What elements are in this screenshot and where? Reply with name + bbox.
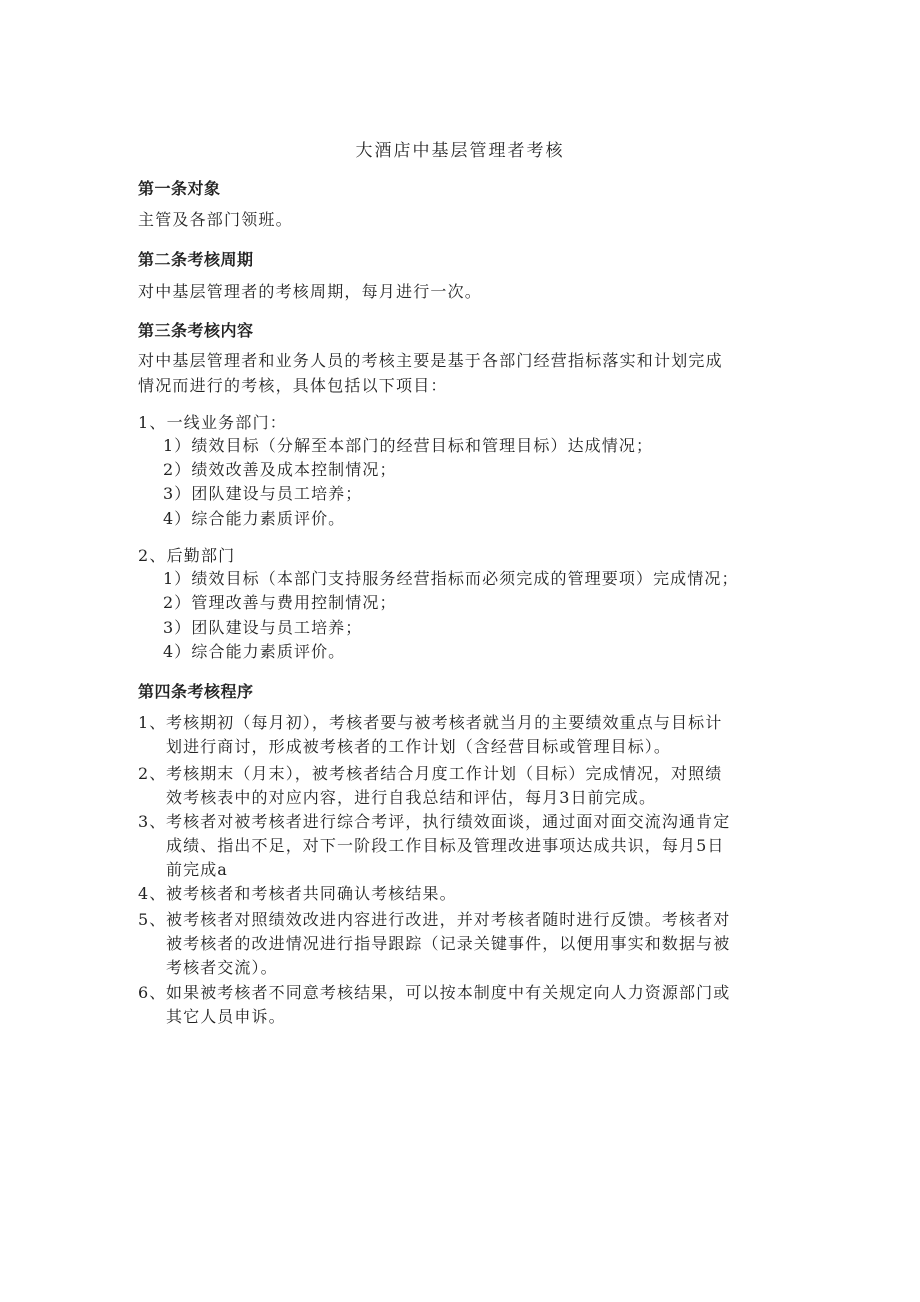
section-2-heading: 第二条考核周期 [138,250,254,269]
group-2-item: 4）综合能力素质评价。 [163,642,346,661]
section-1-body: 主管及各部门领班。 [138,210,293,229]
procedure-item-line: 考核期初（每月初），考核者要与被考核者就当月的主要绩效重点与目标计 [166,713,723,732]
procedure-item-number: 4、 [138,884,167,903]
group-1-label: 1、一线业务部门： [138,413,287,432]
procedure-item-number: 2、 [138,764,167,783]
procedure-item-line: 考核者对被考核者进行综合考评，执行绩效面谈，通过面对面交流沟通肯定 [166,812,731,831]
group-1-item: 4）综合能力素质评价。 [163,509,346,528]
procedure-item-line: 效考核表中的对应内容，进行自我总结和评估，每月3日前完成。 [166,788,657,807]
procedure-item-line: 被考核者的改进情况进行指导跟踪（记录关键事件，以便用事实和数据与被 [166,934,731,953]
group-2-label: 2、后勤部门 [138,546,236,565]
group-1-item: 1）绩效目标（分解至本部门的经营目标和管理目标）达成情况； [163,436,654,455]
document-title: 大酒店中基层管理者考核 [355,141,565,161]
group-2-item: 3）团队建设与员工培养； [163,618,363,637]
procedure-item-number: 5、 [138,910,167,929]
procedure-item-line: 划进行商讨，形成被考核者的工作计划（含经营目标或管理目标）。 [166,737,672,756]
section-2-body: 对中基层管理者的考核周期，每月进行一次。 [138,282,483,301]
procedure-item-line: 考核期末（月末），被考核者结合月度工作计划（目标）完成情况，对照绩 [166,764,723,783]
section-4-heading: 第四条考核程序 [138,682,254,701]
section-1-heading: 第一条对象 [138,179,221,198]
procedure-item-line: 如果被考核者不同意考核结果，可以按本制度中有关规定向人力资源部门或 [166,983,731,1002]
section-3-body-line: 对中基层管理者和业务人员的考核主要是基于各部门经营指标落实和计划完成 [138,351,723,370]
procedure-item-line: 其它人员申诉。 [166,1007,286,1026]
procedure-item-number: 3、 [138,812,167,831]
procedure-item-line: 考核者交流）。 [166,958,278,977]
section-3-body [138,348,788,398]
group-1-item: 3）团队建设与员工培养； [163,484,363,503]
group-2-item: 1）绩效目标（本部门支持服务经营指标而必须完成的管理要项）完成情况； [163,569,739,588]
group-1-item: 2）绩效改善及成本控制情况； [163,460,397,479]
procedure-item-number: 6、 [138,983,167,1002]
section-3-heading: 第三条考核内容 [138,321,254,340]
procedure-item-line: 前完成a [166,860,228,879]
group-2-item: 2）管理改善与费用控制情况； [163,593,397,612]
procedure-item-line: 被考核者和考核者共同确认考核结果。 [166,884,457,903]
procedure-item-line: 被考核者对照绩效改进内容进行改进，并对考核者随时进行反馈。考核者对 [166,910,731,929]
procedure-item-line: 成绩、指出不足，对下一阶段工作目标及管理改进事项达成共识，每月5日 [166,836,725,855]
procedure-item-number: 1、 [138,713,167,732]
section-3-body-line: 情况而进行的考核，具体包括以下项目： [138,376,448,395]
